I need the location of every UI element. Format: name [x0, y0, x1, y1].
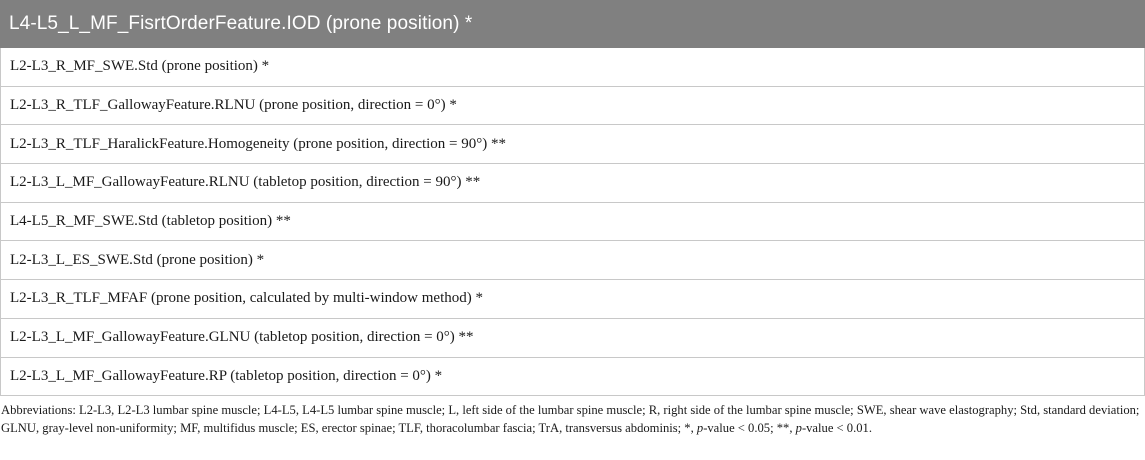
table-row: L4-L5_R_MF_SWE.Std (tabletop position) **	[0, 203, 1145, 242]
table-row: L2-L3_R_TLF_MFAF (prone position, calculated by multi-window method) *	[0, 280, 1145, 319]
table-row: L2-L3_L_MF_GallowayFeature.RLNU (tabletop position, direction = 90°) **	[0, 164, 1145, 203]
footnote-text: Abbreviations: L2-L3, L2-L3 lumbar spine muscle; L4-L5, L4-L5 lumbar spine muscle; L, left side of the lumbar spine muscle; R, right side of the lumbar spine muscle; SWE, shear wave elastography; Std, standard deviation; GLNU, gray-level non-uniformity; MF, multifidus muscle; ES, erector spinae; TLF, thoracolumbar fascia; TrA, transversus abdominis; *,	[1, 403, 1140, 435]
p-symbol: p	[696, 421, 704, 435]
table-header: L4-L5_L_MF_FisrtOrderFeature.IOD (prone position) *	[0, 0, 1145, 48]
footnote-text: -value < 0.01.	[801, 421, 872, 435]
table-footnote	[0, 401, 1141, 437]
table-row: L2-L3_R_MF_SWE.Std (prone position) *	[0, 48, 1145, 87]
table-row: L2-L3_L_MF_GallowayFeature.RP (tabletop position, direction = 0°) *	[0, 358, 1145, 397]
table-row: L2-L3_L_MF_GallowayFeature.GLNU (tabletop position, direction = 0°) **	[0, 319, 1145, 358]
footnote-text: -value < 0.05; **,	[703, 421, 796, 435]
table-row: L2-L3_L_ES_SWE.Std (prone position) *	[0, 241, 1145, 280]
table-row: L2-L3_R_TLF_HaralickFeature.Homogeneity (prone position, direction = 90°) **	[0, 125, 1145, 164]
table-row: L2-L3_R_TLF_GallowayFeature.RLNU (prone position, direction = 0°) *	[0, 87, 1145, 126]
p-symbol: p	[795, 421, 802, 435]
